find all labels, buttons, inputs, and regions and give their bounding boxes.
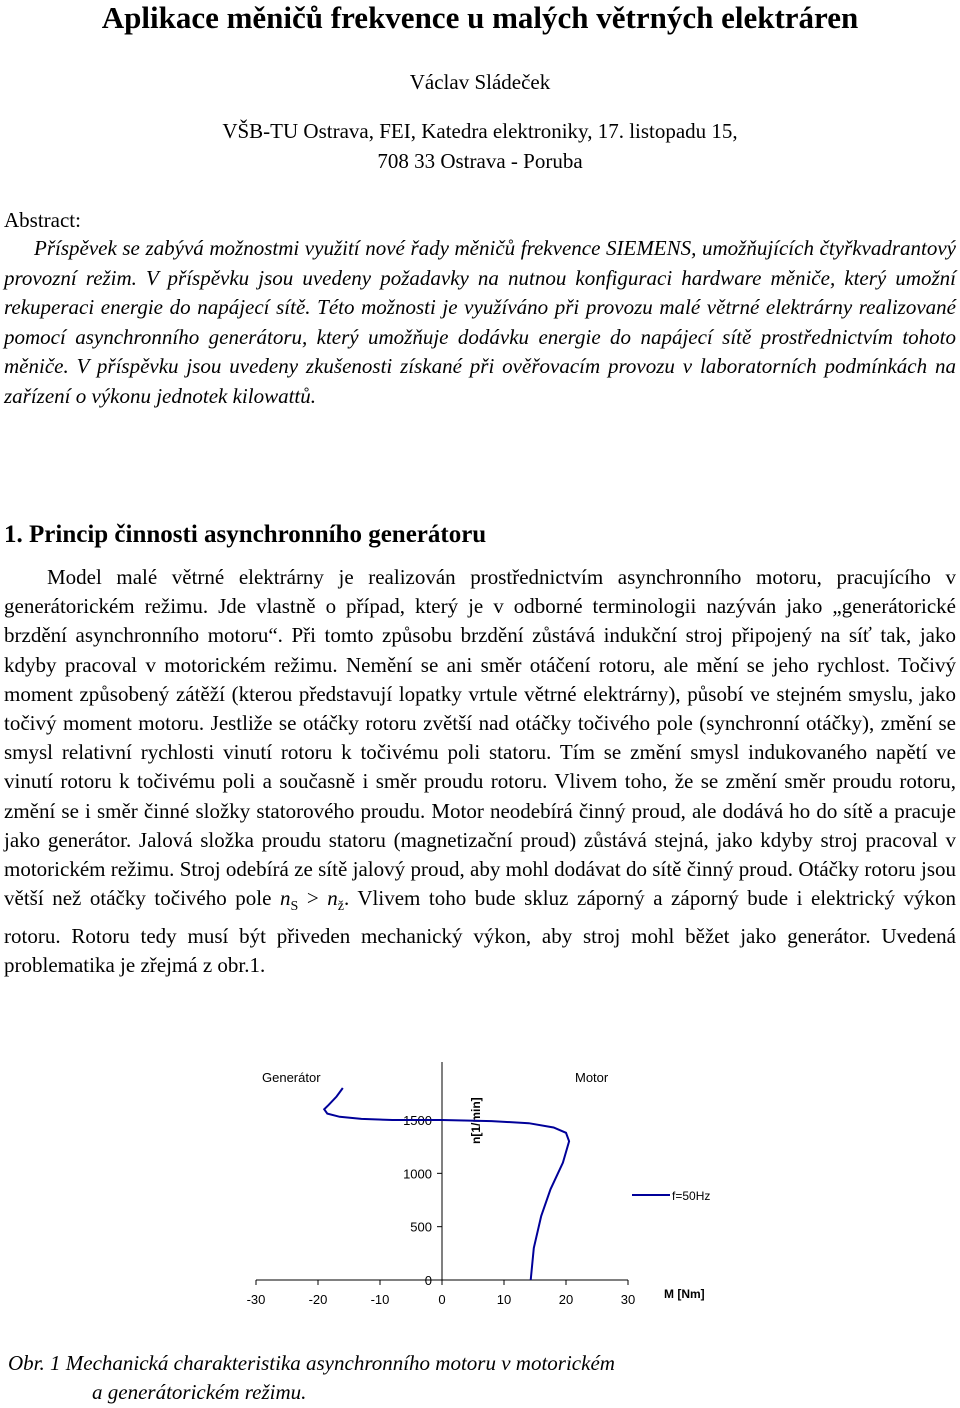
y-tick-label: 1000 — [403, 1166, 432, 1182]
x-tick-label: 20 — [558, 1292, 574, 1307]
ns-variable: n — [279, 886, 291, 911]
y-tick-label: 0 — [424, 1273, 432, 1288]
body-paragraph — [4, 563, 956, 980]
x-tick-label: 10 — [496, 1292, 512, 1307]
series-line — [324, 1088, 569, 1280]
caption-line-2: a generátorickém režimu. — [92, 1380, 307, 1404]
nz-variable: n — [327, 886, 338, 911]
body-text-part-1: Model malé větrné elektrárny je realizován prostřednictvím asynchronního motoru, pracujícího v generátorickém režimu. Jde vlastně o případ, který je v odborné terminologii nazýván jako „generátorické brzdění asynchronního motoru“. Při tomto způsobu brzdění zůstává indukční stroj připojený na síť tak, jako kdyby pracoval v motorickém režimu. Nemění se ani směr otáčení rotoru, ale mění se jeho rychlost. Točivý moment způsobený zátěží (kterou představují lopatky vrtule větrné elektrárny), působí ve stejném smyslu, jako točivý moment motoru. Jestliže se otáčky rotoru zvětší nad otáčky točivého pole (synchronní otáčky), změní se smysl relativní rychlosti vinutí rotoru k točivému poli statoru. Tím se změní smysl indukovaného napětí ve vinutí rotoru k točivému poli a současně i směr proudu rotoru. Vlivem toho, že se změní směr proudu rotoru, změní se i směr činné složky statorového proudu. Motor neodebírá činný proud, ale dodává ho do sítě a pracuje jako generátor. Jalová složka proudu statoru (magnetizační proud) zůstává stejná, jako kdyby stroj pracoval v motorickém režimu. Stroj odebírá ze sítě jalový proud, aby mohl dodávat do sítě činný proud. Otáčky rotoru jsou větší než otáčky točivého pole — [4, 565, 956, 911]
abstract-heading: Abstract: — [4, 208, 81, 232]
ns-subscript: S — [290, 899, 299, 915]
x-tick-label: 0 — [438, 1292, 446, 1307]
x-axis-label: M [Nm] — [664, 1287, 705, 1301]
x-tick-label: -20 — [308, 1292, 328, 1307]
y-tick-label: 1500 — [403, 1113, 432, 1128]
x-tick-label: 30 — [620, 1292, 636, 1307]
region-label-generator: Generátor — [262, 1070, 321, 1085]
legend-label: f=50Hz — [672, 1189, 711, 1203]
x-tick-label: -10 — [370, 1292, 390, 1307]
affiliation-line-2: 708 33 Ostrava - Poruba — [377, 149, 583, 173]
section-heading: 1. Princip činnosti asynchronního generátoru — [4, 521, 487, 548]
greater-than-symbol: > — [298, 886, 328, 911]
abstract-text: Příspěvek se zabývá možnostmi využití nové řady měničů frekvence SIEMENS, umožňujících čtyřkvadrantový provozní režim. V příspěvku jsou uvedeny požadavky na nutnou konfiguraci hardware měniče, který umožní rekuperaci energie do napájecí sítě. Této možnosti je využíváno při provozu malé větrné elektrárny realizované pomocí asynchronního generátoru, který umožňuje dodávku energie do napájecí sítě prostřednictvím tohoto měniče. V příspěvku jsou uvedeny zkušenosti získané při ověřovacím provozu v laboratorních podmínkách na zařízení o výkonu jednotek kilowattů. — [4, 236, 956, 408]
caption-line-1: Obr. 1 Mechanická charakteristika asynchronního motoru v motorickém — [8, 1351, 615, 1375]
x-tick-label: -30 — [246, 1292, 266, 1307]
body-text-part-2: . Vlivem toho bude skluz záporný a záporný bude i elektrický výkon rotoru. Rotoru tedy musí být přiveden mechanický výkon, aby stroj mohl běžet jako generátor. Uvedená problematika je zřejmá z obr.1. — [4, 886, 956, 977]
paper-title: Aplikace měničů frekvence u malých větrných elektráren — [101, 0, 859, 35]
figure-caption — [8, 1349, 908, 1407]
author: Václav Sládeček — [409, 70, 551, 94]
mechanical-characteristic-chart — [220, 1058, 740, 1318]
y-axis-label: n[1/min] — [469, 1097, 483, 1144]
nz-subscript: ž — [337, 899, 344, 915]
region-label-motor: Motor — [575, 1070, 609, 1085]
abstract-paragraph — [4, 234, 956, 412]
affiliation-line-1: VŠB-TU Ostrava, FEI, Katedra elektroniky, 17. listopadu 15, — [222, 119, 738, 143]
y-tick-label: 500 — [410, 1219, 432, 1235]
